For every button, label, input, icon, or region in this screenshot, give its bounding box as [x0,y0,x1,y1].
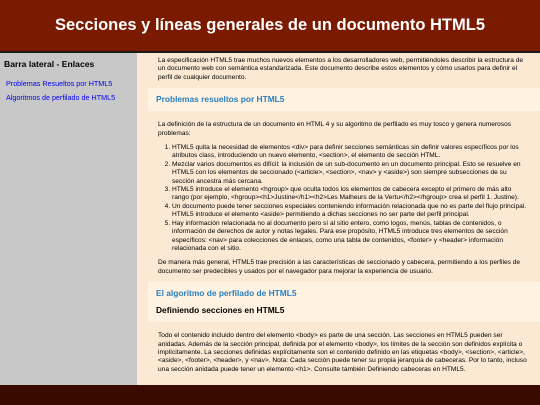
sidebar-link-algoritmos[interactable]: Algoritmos de perfilado de HTML5 [6,93,116,102]
section-problemas-closing: De manera más general, HTML5 trae precisión a las características de seccionado y cabecera, permitiendo a los perfiles de documento ser predecibles y usados por el navegador para mejorar la experiencia de usuario. [158,259,521,275]
page-header [0,0,540,53]
list-item: 1. HTML5 quita la necesidad de elementos <div> para definir secciones semánticas sin definir valores específicos por los atributos class, introduciendo un nuevo elemento, <section>, el elemento de sección HTML. [172,144,530,161]
section-heading-algoritmo: El algoritmo de perfilado de HTML5 [156,288,297,299]
sidebar-link-problemas[interactable]: Problemas Resueltos por HTML5 [6,79,113,88]
list-item: 4. Un documento puede tener secciones especiales conteniendo información relacionada que no es parte del flujo principal. HTML5 introduce el elemento <aside> permitiendo a dichas secciones no ser parte del perfil principal. [172,203,530,220]
subsection-heading-definiendo: Definiendo secciones en HTML5 [156,305,285,316]
list-item: 3. HTML5 introduce el elemento <hgroup> que oculta todos los elementos de cabecera excepto el primero de más alto rango (por ejemplo, <hgroup><h1>Justine</h1><h2>Les Malheurs de la Vertu</h2></hgroup> crea el perfil 1. Justine). [172,186,530,203]
sidebar [0,53,137,385]
page-footer [0,385,540,405]
intro-paragraph: La especificación HTML5 trae muchos nuevos elementos a los desarrolladores web, permitiéndoles describir la estructura de un documento web con semántica estandarizada. Este documento describe estos elementos y cómo usarlos para definir el perfil de cualquier documento. [158,57,524,81]
section-heading-box-problemas [148,88,540,111]
section-algoritmo-paragraph: Todo el contenido incluido dentro del elemento <body> es parte de una sección. Las secciones en HTML5 pueden ser anidadas. Además de la sección principal, definida por el elemento <body>, los límites de la sección son definidos explícita o implícitamente. La secciones definidas explícitamente son el contenido definido en las etiquetas <body>, <section>, <article>, <aside>, <footer>, <header>, y <nav>. Nota: Cada sección puede tener su propia jerarquía de cabeceras. Por lo tanto, incluso una sección anidada puede tener un elemento <h1>. Consulte también Definiendo cabeceras en HTML5. [158,332,527,373]
problems-list [158,144,530,253]
main-content [137,53,540,385]
section-problemas-paragraph: La definición de la estructura de un documento en HTML 4 y su algoritmo de perfilado es muy tosco y genera numerosos problemas: [158,121,512,137]
section-heading-box-algoritmo [148,282,540,322]
list-item: 2. Mezclar varios documentos es difícil: la inclusión de un sub-documento en un documento principal. Esto se resuelve en HTML5 con los elementos de seccionado (<article>, <section>, <nav> y <aside>) son siempre subsecciones de su sección ancestra más cercana. [172,161,530,186]
sidebar-title: Barra lateral - Enlaces [4,59,95,69]
page-title: Secciones y líneas generales de un documento HTML5 [54,16,486,34]
section-heading-problemas: Problemas resueltos por HTML5 [156,94,285,105]
list-item: 5. Hay información relacionada no al documento pero sí al sitio entero, como logos, menús, tablas de contenidos, o información de derechos de autor y notas legales. Para ese propósito, HTML5 introduce tres elementos de sección específicos: <nav> para colecciones de enlaces, como una tabla de contenidos, <footer> y <header> información relacionada con el sitio. [172,220,530,254]
